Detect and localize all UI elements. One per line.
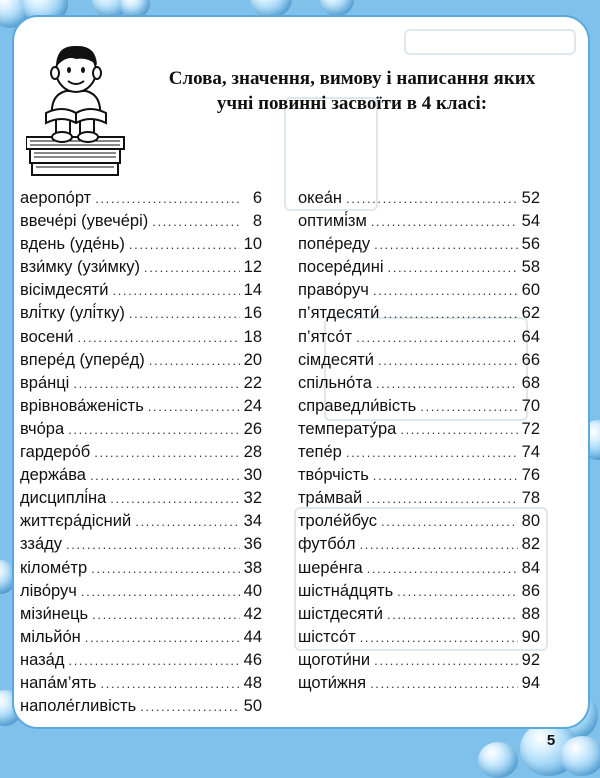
page-reference: 70 — [521, 396, 540, 415]
page-reference: 34 — [243, 512, 262, 531]
word-list-right-column — [298, 189, 540, 697]
word-entry — [298, 189, 540, 212]
page-reference: 82 — [521, 535, 540, 554]
word-entry — [298, 466, 540, 489]
word-text: троле́йбус — [298, 512, 377, 531]
word-entry — [298, 512, 540, 535]
dot-leader — [148, 399, 240, 414]
dot-leader — [400, 422, 517, 437]
word-text: напа́м’ять — [20, 673, 97, 692]
page-reference: 32 — [243, 489, 262, 508]
dot-leader — [91, 561, 240, 576]
page-reference: 20 — [243, 350, 262, 369]
word-text: взи́мку (узи́мку) — [20, 258, 140, 277]
page-reference: 54 — [521, 212, 540, 231]
bubble-decoration — [478, 742, 518, 778]
content-panel — [12, 15, 590, 729]
word-entry — [298, 304, 540, 327]
dot-leader — [374, 653, 518, 668]
dot-leader — [112, 283, 239, 298]
dot-leader — [78, 330, 240, 345]
dot-leader — [73, 376, 239, 391]
dot-leader — [140, 699, 239, 714]
dot-leader — [374, 237, 518, 252]
word-entry — [20, 189, 262, 212]
word-entry — [20, 212, 262, 235]
page-reference: 36 — [243, 535, 262, 554]
page-reference: 10 — [243, 235, 262, 254]
word-text: п’ятдесяти́ — [298, 304, 380, 323]
page-reference: 56 — [521, 235, 540, 254]
word-entry — [20, 328, 262, 351]
word-text: тво́рчість — [298, 466, 369, 485]
word-text: температу́ра — [298, 419, 397, 438]
dot-leader — [66, 537, 240, 552]
page-reference: 62 — [521, 304, 540, 323]
page-reference: 14 — [243, 281, 262, 300]
bubble-decoration — [560, 736, 600, 776]
dot-leader — [373, 468, 518, 483]
dot-leader — [373, 283, 518, 298]
dot-leader — [149, 353, 240, 368]
page-reference: 66 — [521, 350, 540, 369]
page-heading — [132, 66, 572, 116]
heading-line-1: Слова, значення, вимову і написання яких — [168, 68, 536, 89]
word-text: посере́дині — [298, 258, 384, 277]
word-entry — [20, 443, 262, 466]
word-entry — [298, 420, 540, 443]
word-text: п’ятсо́т — [298, 327, 353, 346]
dot-leader — [378, 353, 518, 368]
word-entry — [20, 605, 262, 628]
page-reference: 76 — [521, 466, 540, 485]
word-entry — [20, 512, 262, 535]
page-reference: 48 — [243, 673, 262, 692]
word-entry — [298, 489, 540, 512]
word-entry — [298, 674, 540, 697]
word-entry — [20, 559, 262, 582]
word-entry — [298, 351, 540, 374]
dot-leader — [90, 468, 240, 483]
word-entry — [298, 605, 540, 628]
dot-leader — [367, 561, 518, 576]
bubble-decoration — [320, 0, 354, 16]
word-entry — [20, 489, 262, 512]
word-entry — [298, 397, 540, 420]
word-entry — [20, 651, 262, 674]
word-text: мізи́нець — [20, 604, 89, 623]
page-reference: 78 — [521, 489, 540, 508]
page-reference: 88 — [521, 604, 540, 623]
page-reference: 42 — [243, 604, 262, 623]
word-entry — [298, 281, 540, 304]
word-text: футбо́л — [298, 535, 356, 554]
dot-leader — [92, 607, 240, 622]
word-text: врівнова́женість — [20, 396, 144, 415]
word-entry — [20, 281, 262, 304]
page-reference: 8 — [252, 212, 262, 231]
page-reference: 90 — [521, 627, 540, 646]
page-reference: 84 — [521, 558, 540, 577]
word-entry — [298, 212, 540, 235]
word-entry — [20, 235, 262, 258]
word-entry — [298, 443, 540, 466]
dot-leader — [420, 399, 517, 414]
word-text: наполе́гливість — [20, 697, 137, 716]
word-text: тепе́р — [298, 443, 342, 462]
dot-leader — [68, 422, 239, 437]
page-reference: 50 — [243, 697, 262, 716]
word-text: сімдесяти́ — [298, 350, 375, 369]
word-text: дисциплі́на — [20, 489, 107, 508]
page-reference: 60 — [521, 281, 540, 300]
dot-leader — [387, 607, 518, 622]
word-text: справедли́вість — [298, 396, 417, 415]
dot-leader — [381, 514, 518, 529]
word-text: влі́тку (улі́тку) — [20, 304, 125, 323]
word-entry — [298, 235, 540, 258]
word-entry — [298, 328, 540, 351]
word-text: попе́реду — [298, 235, 371, 254]
word-text: вісімдесяти́ — [20, 281, 109, 300]
dot-leader — [371, 214, 518, 229]
dot-leader — [346, 191, 518, 206]
word-text: ліво́руч — [20, 581, 77, 600]
word-entry — [20, 351, 262, 374]
word-text: шере́нга — [298, 558, 363, 577]
dot-leader — [388, 260, 518, 275]
page-reference: 46 — [243, 650, 262, 669]
word-text: восени́ — [20, 327, 74, 346]
word-text: життєра́дісний — [20, 512, 132, 531]
word-text: тра́мвай — [298, 489, 363, 508]
word-entry — [20, 582, 262, 605]
page-reference: 12 — [243, 258, 262, 277]
word-text: шістна́дцять — [298, 581, 394, 600]
page-reference: 28 — [243, 443, 262, 462]
dot-leader — [68, 653, 239, 668]
dot-leader — [101, 676, 240, 691]
word-entry — [298, 582, 540, 605]
word-entry — [298, 651, 540, 674]
dot-leader — [356, 330, 518, 345]
word-entry — [20, 420, 262, 443]
dot-leader — [81, 584, 240, 599]
word-text: вра́нці — [20, 373, 70, 392]
page-reference: 52 — [521, 189, 540, 207]
word-entry — [298, 258, 540, 281]
word-text: щоти́жня — [298, 673, 367, 692]
word-entry — [20, 674, 262, 697]
dot-leader — [360, 630, 518, 645]
dot-leader — [95, 191, 240, 206]
word-text: океа́н — [298, 189, 343, 207]
page-reference: 68 — [521, 373, 540, 392]
dot-leader — [94, 445, 239, 460]
page-reference: 80 — [521, 512, 540, 531]
page-reference: 18 — [243, 327, 262, 346]
word-entry — [20, 535, 262, 558]
show-through-decoration — [404, 29, 576, 55]
page-reference: 86 — [521, 581, 540, 600]
page-reference: 44 — [243, 627, 262, 646]
page-reference: 94 — [521, 673, 540, 692]
word-text: зза́ду — [20, 535, 62, 554]
page-reference: 26 — [243, 419, 262, 438]
dot-leader — [366, 491, 517, 506]
word-text: шістсо́т — [298, 627, 356, 646]
page-reference: 30 — [243, 466, 262, 485]
word-list-left-column — [20, 189, 262, 720]
dot-leader — [376, 376, 518, 391]
word-text: вчо́ра — [20, 419, 65, 438]
word-text: спільно́та — [298, 373, 372, 392]
dot-leader — [359, 537, 517, 552]
page-reference: 64 — [521, 327, 540, 346]
word-text: кіломе́тр — [20, 558, 88, 577]
dot-leader — [129, 237, 240, 252]
page-reference: 58 — [521, 258, 540, 277]
heading-line-2: учні повинні засвоїти в 4 класі: — [216, 93, 488, 114]
dot-leader — [370, 676, 518, 691]
dot-leader — [383, 306, 517, 321]
word-entry — [20, 374, 262, 397]
word-entry — [20, 304, 262, 327]
page-reference: 74 — [521, 443, 540, 462]
word-text: оптимі́зм — [298, 212, 367, 231]
word-entry — [298, 559, 540, 582]
dot-leader — [85, 630, 240, 645]
word-text: гардеро́б — [20, 443, 91, 462]
page-reference: 92 — [521, 650, 540, 669]
page-reference: 72 — [521, 419, 540, 438]
dot-leader — [110, 491, 239, 506]
word-text: впере́д (упере́д) — [20, 350, 145, 369]
word-entry — [20, 628, 262, 651]
word-entry — [20, 397, 262, 420]
word-entry — [20, 466, 262, 489]
dot-leader — [346, 445, 518, 460]
word-text: держа́ва — [20, 466, 86, 485]
dot-leader — [397, 584, 517, 599]
page-reference: 6 — [252, 189, 262, 207]
page-reference: 16 — [243, 304, 262, 323]
dot-leader — [129, 306, 240, 321]
page-reference: 38 — [243, 558, 262, 577]
word-text: ввече́рі (увече́рі) — [20, 212, 149, 231]
word-text: мільйо́н — [20, 627, 81, 646]
word-entry — [20, 697, 262, 720]
word-entry — [20, 258, 262, 281]
word-entry — [298, 628, 540, 651]
dot-leader — [152, 214, 240, 229]
page-reference: 22 — [243, 373, 262, 392]
word-entry — [298, 535, 540, 558]
page-number: 5 — [546, 732, 556, 749]
word-text: щоготи́ни — [298, 650, 371, 669]
page-reference: 40 — [243, 581, 262, 600]
word-entry — [298, 374, 540, 397]
dot-leader — [144, 260, 240, 275]
word-text: вдень (уде́нь) — [20, 235, 125, 254]
dot-leader — [135, 514, 239, 529]
word-text: наза́д — [20, 650, 65, 669]
word-text: аеропо́рт — [20, 189, 92, 207]
page-reference: 24 — [243, 396, 262, 415]
word-text: право́руч — [298, 281, 369, 300]
word-text: шістдесяти́ — [298, 604, 383, 623]
boy-reading-illustration — [26, 37, 128, 177]
